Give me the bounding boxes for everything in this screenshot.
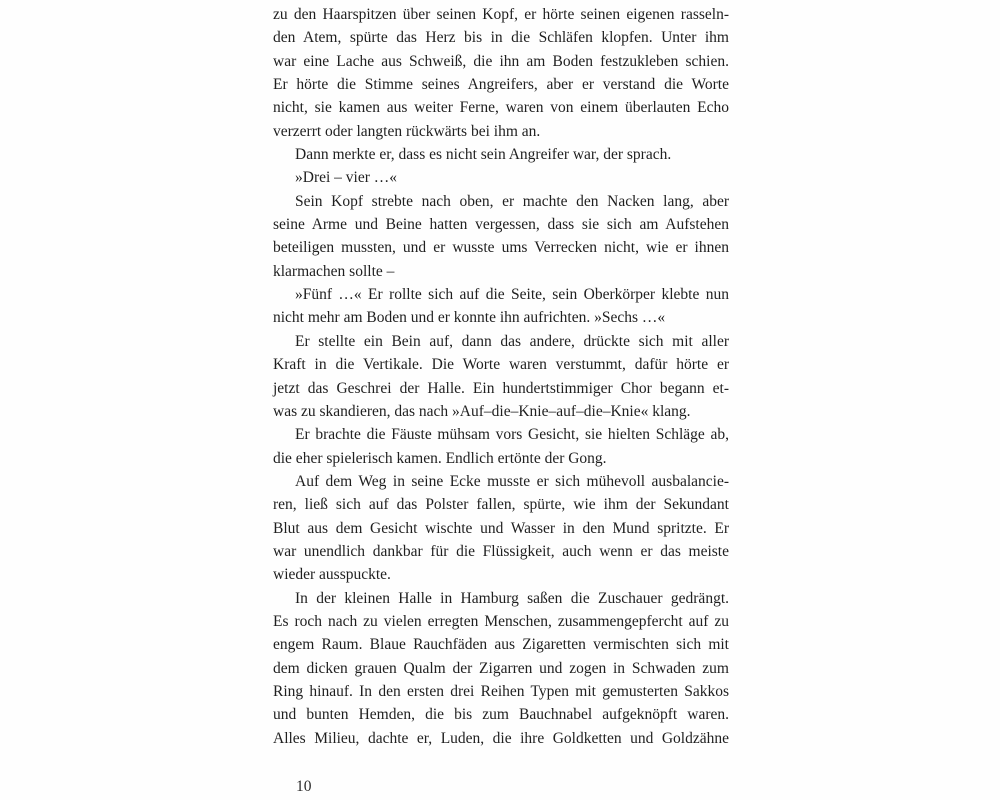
text-line: die eher spielerisch kamen. Endlich ertönte der Gong. [273, 449, 607, 467]
paragraph [273, 166, 729, 189]
text-line: In der kleinen Halle in Hamburg saßen die Zuschauer gedrängt. [295, 589, 729, 607]
text-line: engem Raum. Blaue Rauchfäden aus Zigaretten vermischten sich mit [273, 636, 729, 654]
text-line: nicht, sie kamen aus weiter Ferne, waren von einem überlauten Echo [273, 99, 729, 117]
paragraph [273, 143, 729, 166]
text-line: »Fünf …« Er rollte sich auf die Seite, sein Oberkörper klebte nun [295, 286, 729, 304]
paragraph [273, 587, 729, 750]
text-line: Er hörte die Stimme seines Angreifers, aber er verstand die Worte [273, 76, 729, 94]
paragraph [273, 330, 729, 423]
text-line: Sein Kopf strebte nach oben, er machte den Nacken lang, aber [295, 192, 729, 210]
text-line: klarmachen sollte – [273, 262, 395, 280]
text-line: Es roch nach zu vielen erregten Menschen, zusammengepfercht auf zu [273, 612, 729, 630]
text-line: zu den Haarspitzen über seinen Kopf, er hörte seinen eigenen rasseln- [273, 6, 729, 23]
text-block [273, 3, 729, 750]
text-line: »Drei – vier …« [295, 169, 398, 187]
paragraph [273, 190, 729, 283]
text-line: nicht mehr am Boden und er konnte ihn aufrichten. »Sechs …« [273, 309, 666, 327]
text-line: verzerrt oder langten rückwärts bei ihm an. [273, 122, 541, 140]
paragraph [273, 283, 729, 330]
text-line: wieder ausspuckte. [273, 566, 391, 584]
text-line: was zu skandieren, das nach »Auf–die–Knie–auf–die–Knie« klang. [273, 402, 691, 420]
text-line: dem dicken grauen Qualm der Zigarren und zogen in Schwaden zum [273, 659, 729, 677]
text-line: seine Arme und Beine hatten vergessen, dass sie sich am Aufstehen [273, 216, 729, 234]
paragraph [273, 470, 729, 587]
text-line: beteiligen mussten, und er wusste ums Verrecken nicht, wie er ihnen [273, 239, 729, 257]
text-line: Ring hinauf. In den ersten drei Reihen Typen mit gemusterten Sakkos [273, 682, 729, 700]
text-line: war eine Lache aus Schweiß, die ihn am Boden festzukleben schien. [273, 52, 729, 70]
text-line: Blut aus dem Gesicht wischte und Wasser in den Mund spritzte. Er [273, 519, 729, 537]
text-line: jetzt das Geschrei der Halle. Ein hundertstimmiger Chor begann et- [273, 379, 729, 397]
paragraph [273, 423, 729, 470]
text-line: Er stellte ein Bein auf, dann das andere, drückte sich mit aller [295, 332, 729, 350]
paragraph [273, 3, 729, 143]
text-line: Kraft in die Vertikale. Die Worte waren verstummt, dafür hörte er [273, 356, 729, 374]
page-number: 10 [296, 778, 312, 795]
text-line: Auf dem Weg in seine Ecke musste er sich mühevoll ausbalancie- [295, 472, 729, 490]
text-line: Alles Milieu, dachte er, Luden, die ihre Goldketten und Goldzähne [273, 729, 729, 747]
text-line: den Atem, spürte das Herz bis in die Schläfen klopfen. Unter ihm [273, 29, 729, 47]
text-line: Er brachte die Fäuste mühsam vors Gesicht, sie hielten Schläge ab, [295, 426, 729, 444]
text-line: ren, ließ sich auf das Polster fallen, spürte, wie ihm der Sekundant [273, 496, 729, 514]
text-line: war unendlich dankbar für die Flüssigkeit, auch wenn er das meiste [273, 542, 729, 560]
text-line: und bunten Hemden, die bis zum Bauchnabel aufgeknöpft waren. [273, 706, 729, 724]
text-line: Dann merkte er, dass es nicht sein Angreifer war, der sprach. [295, 146, 672, 164]
